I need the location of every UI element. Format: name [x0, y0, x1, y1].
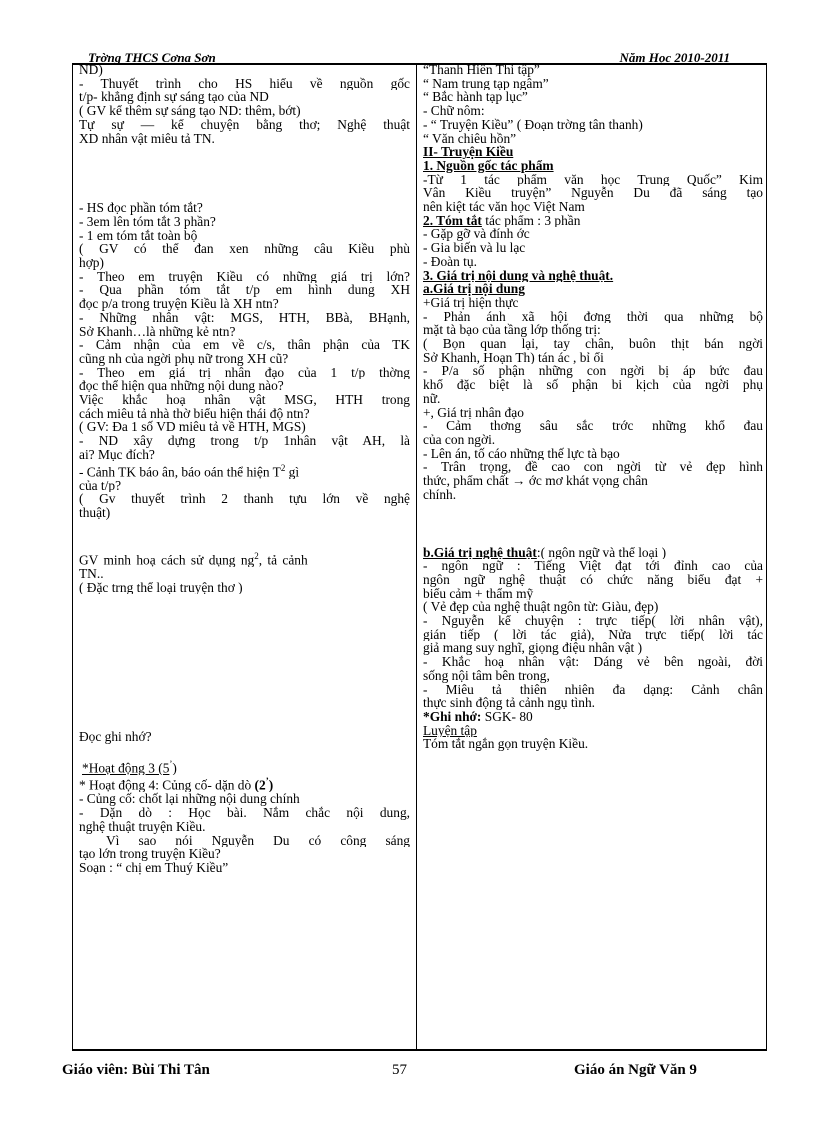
text-line	[79, 550, 410, 567]
text-line: - Miêu tả thiên nhiên đa dạng: Cảnh chân	[423, 682, 763, 697]
text-line: - Qua phần tóm tắt t/p em hình dung XH	[79, 283, 410, 298]
text-line: “ Văn chiêu hồn”	[423, 131, 517, 146]
table-column-divider	[416, 63, 417, 1050]
text-line: khổ đặc biệt là số phận bi kịch của ngời phụ	[423, 378, 763, 392]
text-line: - Trân trọng, đề cao con ngời từ vẻ đẹp hình	[423, 460, 763, 475]
text-line: - Đoàn tụ.	[423, 254, 477, 269]
text-line: ( GV có thể đan xen những câu Kiều phù	[79, 242, 410, 257]
activities-column	[79, 63, 410, 875]
superscript: 2	[254, 550, 259, 561]
text-line: Việc khắc hoạ nhân vật MSG, HTH trong	[79, 393, 410, 407]
school-year: Năm Học 2010-2011	[619, 50, 730, 65]
text-fragment: , tả cảnh	[258, 552, 308, 568]
page-number: 57	[392, 1062, 407, 1078]
text-fragment: tác phẩm : 3 phần	[481, 213, 581, 228]
text-line: - Theo em truyện Kiều có những giá trị lớn?	[79, 269, 410, 284]
text-line: - 3em lên tóm tắt 3 phần?	[79, 214, 216, 229]
text-fragment: - Cảnh TK báo ân, báo oán thể hiện T	[79, 464, 281, 479]
text-line: t/p- khẳng định sự sáng tạo của ND	[79, 90, 269, 105]
text-line: - Gặp gỡ và đính ớc	[423, 227, 530, 242]
text-line	[79, 462, 410, 479]
text-line: ( Bọn quan lại, tay chân, buôn thịt bán ngời	[423, 337, 763, 351]
text-line	[423, 546, 763, 560]
text-line: Tóm tắt ngắn gọn truyện Kiều.	[423, 737, 589, 752]
text-line: “ Nam trung tạp ngâm”	[423, 76, 549, 91]
text-line: - Phản ánh xã hội đơng thời qua những bộ	[423, 309, 763, 324]
text-line: Vì sao nói Nguyễn Du có công sáng	[106, 833, 410, 848]
text-line: Tự sự — kể chuyện bằng thơ; Nghệ thuật	[79, 117, 410, 132]
superscript: 2	[280, 462, 286, 473]
text-line: - Chữ nôm:	[423, 104, 485, 118]
text-line: thực sinh động tả cảnh ngụ tình.	[423, 696, 596, 710]
section-heading: II- Truyện Kiều	[423, 145, 514, 159]
text-line: - ngôn ngữ : Tiếng Việt đạt tới đỉnh cao của	[423, 559, 763, 573]
text-line: ( Đặc trng thể loại truyện thơ )	[79, 580, 243, 595]
text-line: đọc p/a trong truyện Kiều là XH ntn?	[79, 297, 279, 311]
text-fragment: gì	[285, 464, 300, 479]
subsection-heading: b.Giá trị nghệ thuật	[423, 545, 537, 560]
text-line: - 1 em tóm tắt toàn bộ	[79, 228, 198, 243]
text-line	[423, 474, 763, 488]
text-line: Vân Kiều truyện” Nguyễn Du đã sáng tạo	[423, 186, 763, 201]
text-line: nghệ thuật truyện Kiều.	[79, 819, 206, 834]
subsection-heading: 2. Tóm tắt	[423, 213, 482, 228]
text-line: Đọc ghi nhớ?	[79, 730, 152, 745]
text-fragment: (2	[254, 777, 266, 793]
text-line: Soạn : “ chị em Thuý Kiều”	[79, 861, 229, 875]
text-line: XD nhân vật miêu tả TN.	[79, 131, 215, 146]
arrow-icon: →	[512, 474, 526, 488]
text-line: - Gia biến và lu lạc	[423, 241, 526, 255]
text-line: đọc thể hiện qua những nội dung nào?	[79, 379, 284, 394]
text-line: - Dặn dò : Học bài. Nắm chắc nội dung,	[79, 806, 410, 820]
table-left-border	[72, 63, 73, 1050]
text-line: - Củng cố: chốt lại những nội dung chính	[79, 792, 300, 807]
text-fragment: thức, phẩm chất	[423, 474, 509, 488]
text-fragment: *Hoạt động 3 (5	[82, 760, 170, 776]
superscript: ’	[169, 759, 173, 770]
text-line: ( GV: Đa 1 số VD miêu tả về HTH, MGS)	[79, 420, 306, 435]
text-line: ( Gv thuyết trình 2 thanh tựu lớn về nghệ	[79, 492, 410, 507]
text-line: biểu cảm + thẩm mỹ	[423, 586, 534, 601]
text-line: chính.	[423, 487, 457, 502]
text-line: sống nội tâm bên trong,	[423, 668, 550, 683]
text-line: hợp)	[79, 256, 104, 270]
text-line: của con ngời.	[423, 432, 496, 447]
text-line: gián tiếp ( lời tác giả), Nửa trực tiếp( lời tác	[423, 627, 763, 642]
text-line: - Cảm thơng sâu sắc trớc những khổ đau	[423, 419, 763, 433]
teacher-name: Giáo viên: Bùi Thi Tân	[62, 1062, 210, 1078]
text-line: - HS đọc phần tóm tắt?	[79, 201, 203, 215]
text-line: Sở Khanh…là những kẻ ntn?	[79, 324, 236, 339]
text-line: nữ.	[423, 391, 441, 406]
text-line: +Giá trị hiện thực	[423, 295, 519, 310]
text-line: - Nguyễn kể chuyện : trực tiếp( lời nhân vật),	[423, 614, 763, 628]
text-line: - Những nhân vật: MGS, HTH, BBà, BHạnh,	[79, 310, 410, 325]
table-right-border	[766, 63, 767, 1050]
text-line: “ Bắc hành tạp lục”	[423, 90, 528, 105]
text-line: tạo lớn trong truyện Kiều?	[79, 847, 221, 861]
text-fragment: SGK- 80	[481, 709, 533, 724]
text-line	[423, 214, 763, 228]
text-fragment: ớc mơ khát vọng chân	[525, 474, 648, 488]
text-line: ( Vẻ đẹp của nghệ thuật ngôn từ: Giàu, đẹp)	[423, 600, 659, 615]
text-line: giả mang suy nghĩ, giọng điệu nhân vật )	[423, 641, 643, 656]
text-line: - “ Truyện Kiều” ( Đoạn trờng tân thanh)	[423, 117, 643, 132]
text-line: - Lên án, tố cáo những thế lực tà bạo	[423, 446, 620, 461]
text-line: của t/p?	[79, 478, 122, 493]
text-line: - Khắc hoạ nhân vật: Dáng vẻ bên ngoài, đời	[423, 655, 763, 669]
text-line: -Từ 1 tác phẩm văn học Trung Quốc” Kim	[423, 172, 763, 187]
text-fragment: :( ngôn ngữ và thể loại )	[536, 545, 667, 560]
text-fragment: )	[268, 777, 274, 793]
subsection-heading: a.Giá trị nội dung	[423, 282, 525, 296]
activity-4-heading	[79, 775, 410, 792]
text-line: ( GV kể thêm sự sáng tạo ND: thêm, bớt)	[79, 104, 301, 118]
text-fragment: GV minh hoạ cách sử dụng ng	[79, 552, 255, 568]
text-fragment: )	[172, 760, 177, 776]
text-line: ngôn ngữ nghệ thuật có chức năng biểu đạt +	[423, 572, 763, 587]
subject-title: Giáo án Ngữ Văn 9	[574, 1062, 697, 1078]
text-line: +, Giá trị nhân đạo	[423, 405, 524, 420]
text-line: thuật)	[79, 506, 111, 520]
text-line: ND)	[79, 63, 103, 77]
text-line: - Theo em giá trị nhân đạo của 1 t/p thờng	[79, 365, 410, 380]
text-line	[423, 710, 763, 724]
text-line: - Thuyết trình cho HS hiểu về nguồn gốc	[79, 76, 410, 91]
superscript: ’	[265, 776, 269, 787]
text-line: nên kiệt tác văn học Việt Nam	[423, 200, 585, 214]
content-column	[423, 63, 763, 751]
text-line: cách miêu tả nhà thờ biểu hiện thái độ ntn?	[79, 406, 310, 421]
text-line: - ND xây dựng trong t/p 1nhân vật AH, là	[79, 434, 410, 448]
school-name: Trờng THCS Cơna Sơn	[88, 50, 216, 65]
text-line: - P/a số phận những con ngời bị áp bức đau	[423, 364, 763, 379]
subsection-heading: 3. Giá trị nội dung và nghệ thuật.	[423, 268, 614, 283]
text-line: cũng nh của ngời phụ nữ trong XH cũ?	[79, 351, 289, 366]
activity-3-heading	[79, 758, 410, 775]
text-line: ai? Mục đích?	[79, 447, 155, 462]
text-line: mặt tà bạo của tầng lớp thống trị:	[423, 323, 601, 338]
table-bottom-border	[72, 1049, 767, 1051]
subsection-heading: *Ghi nhớ:	[423, 709, 482, 724]
page-header	[88, 50, 730, 64]
text-line: Sở Khanh, Hoạn Th) tán ác , bỉ ổi	[423, 350, 604, 365]
text-line: TN..	[79, 567, 104, 581]
text-line: “Thanh Hiên Thi tập”	[423, 63, 540, 77]
text-fragment: * Hoạt động 4: Củng cố- dặn dò	[79, 777, 255, 793]
subsection-heading: 1. Nguồn gốc tác phẩm	[423, 158, 554, 173]
subsection-heading: Luyện tập	[423, 723, 477, 738]
text-line: - Cảm nhận của em về c/s, thân phận của TK	[79, 338, 410, 352]
